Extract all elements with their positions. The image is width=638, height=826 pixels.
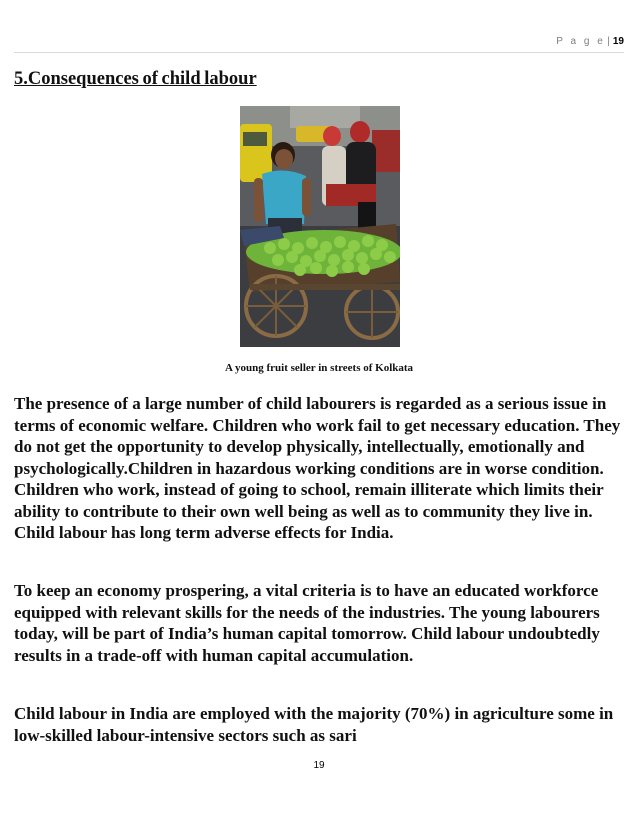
page-label: P a g e (556, 36, 606, 47)
fruit-seller-photo (240, 106, 400, 347)
header-page-number: 19 (612, 36, 624, 47)
header-separator: | (607, 36, 610, 47)
section-heading: 5.Consequences of child labour (14, 69, 257, 89)
paragraph-3: Child labour in India are employed with the majority (70%) in agriculture some in low-skilled labour-intensive sectors such as sari (14, 704, 614, 745)
paragraph-2: To keep an economy prospering, a vital criteria is to have an educated workforce equipped with relevant skills for the needs of the industries. The young labourers today, will be part of India’s human capital tomorrow. Child labour undoubtedly results in a trade-off with human capital accumulation. (14, 581, 600, 665)
figure-caption: A young fruit seller in streets of Kolkata (224, 362, 414, 374)
page-header (14, 36, 624, 53)
page-footer-number: 19 (313, 760, 325, 771)
paragraph-1: The presence of a large number of child labourers is regarded as a serious issue in terms of economic welfare. Children who work fail to get necessary education. They do not get the opportunity to develop physically, intellectually, emotionally and psychologically.Children in hazardous working conditions are in worse condition. Children who work, instead of going to school, remain illiterate which limits their ability to contribute to their own well being as well as to community they live in. Child labour has long term adverse effects for India. (14, 394, 621, 542)
